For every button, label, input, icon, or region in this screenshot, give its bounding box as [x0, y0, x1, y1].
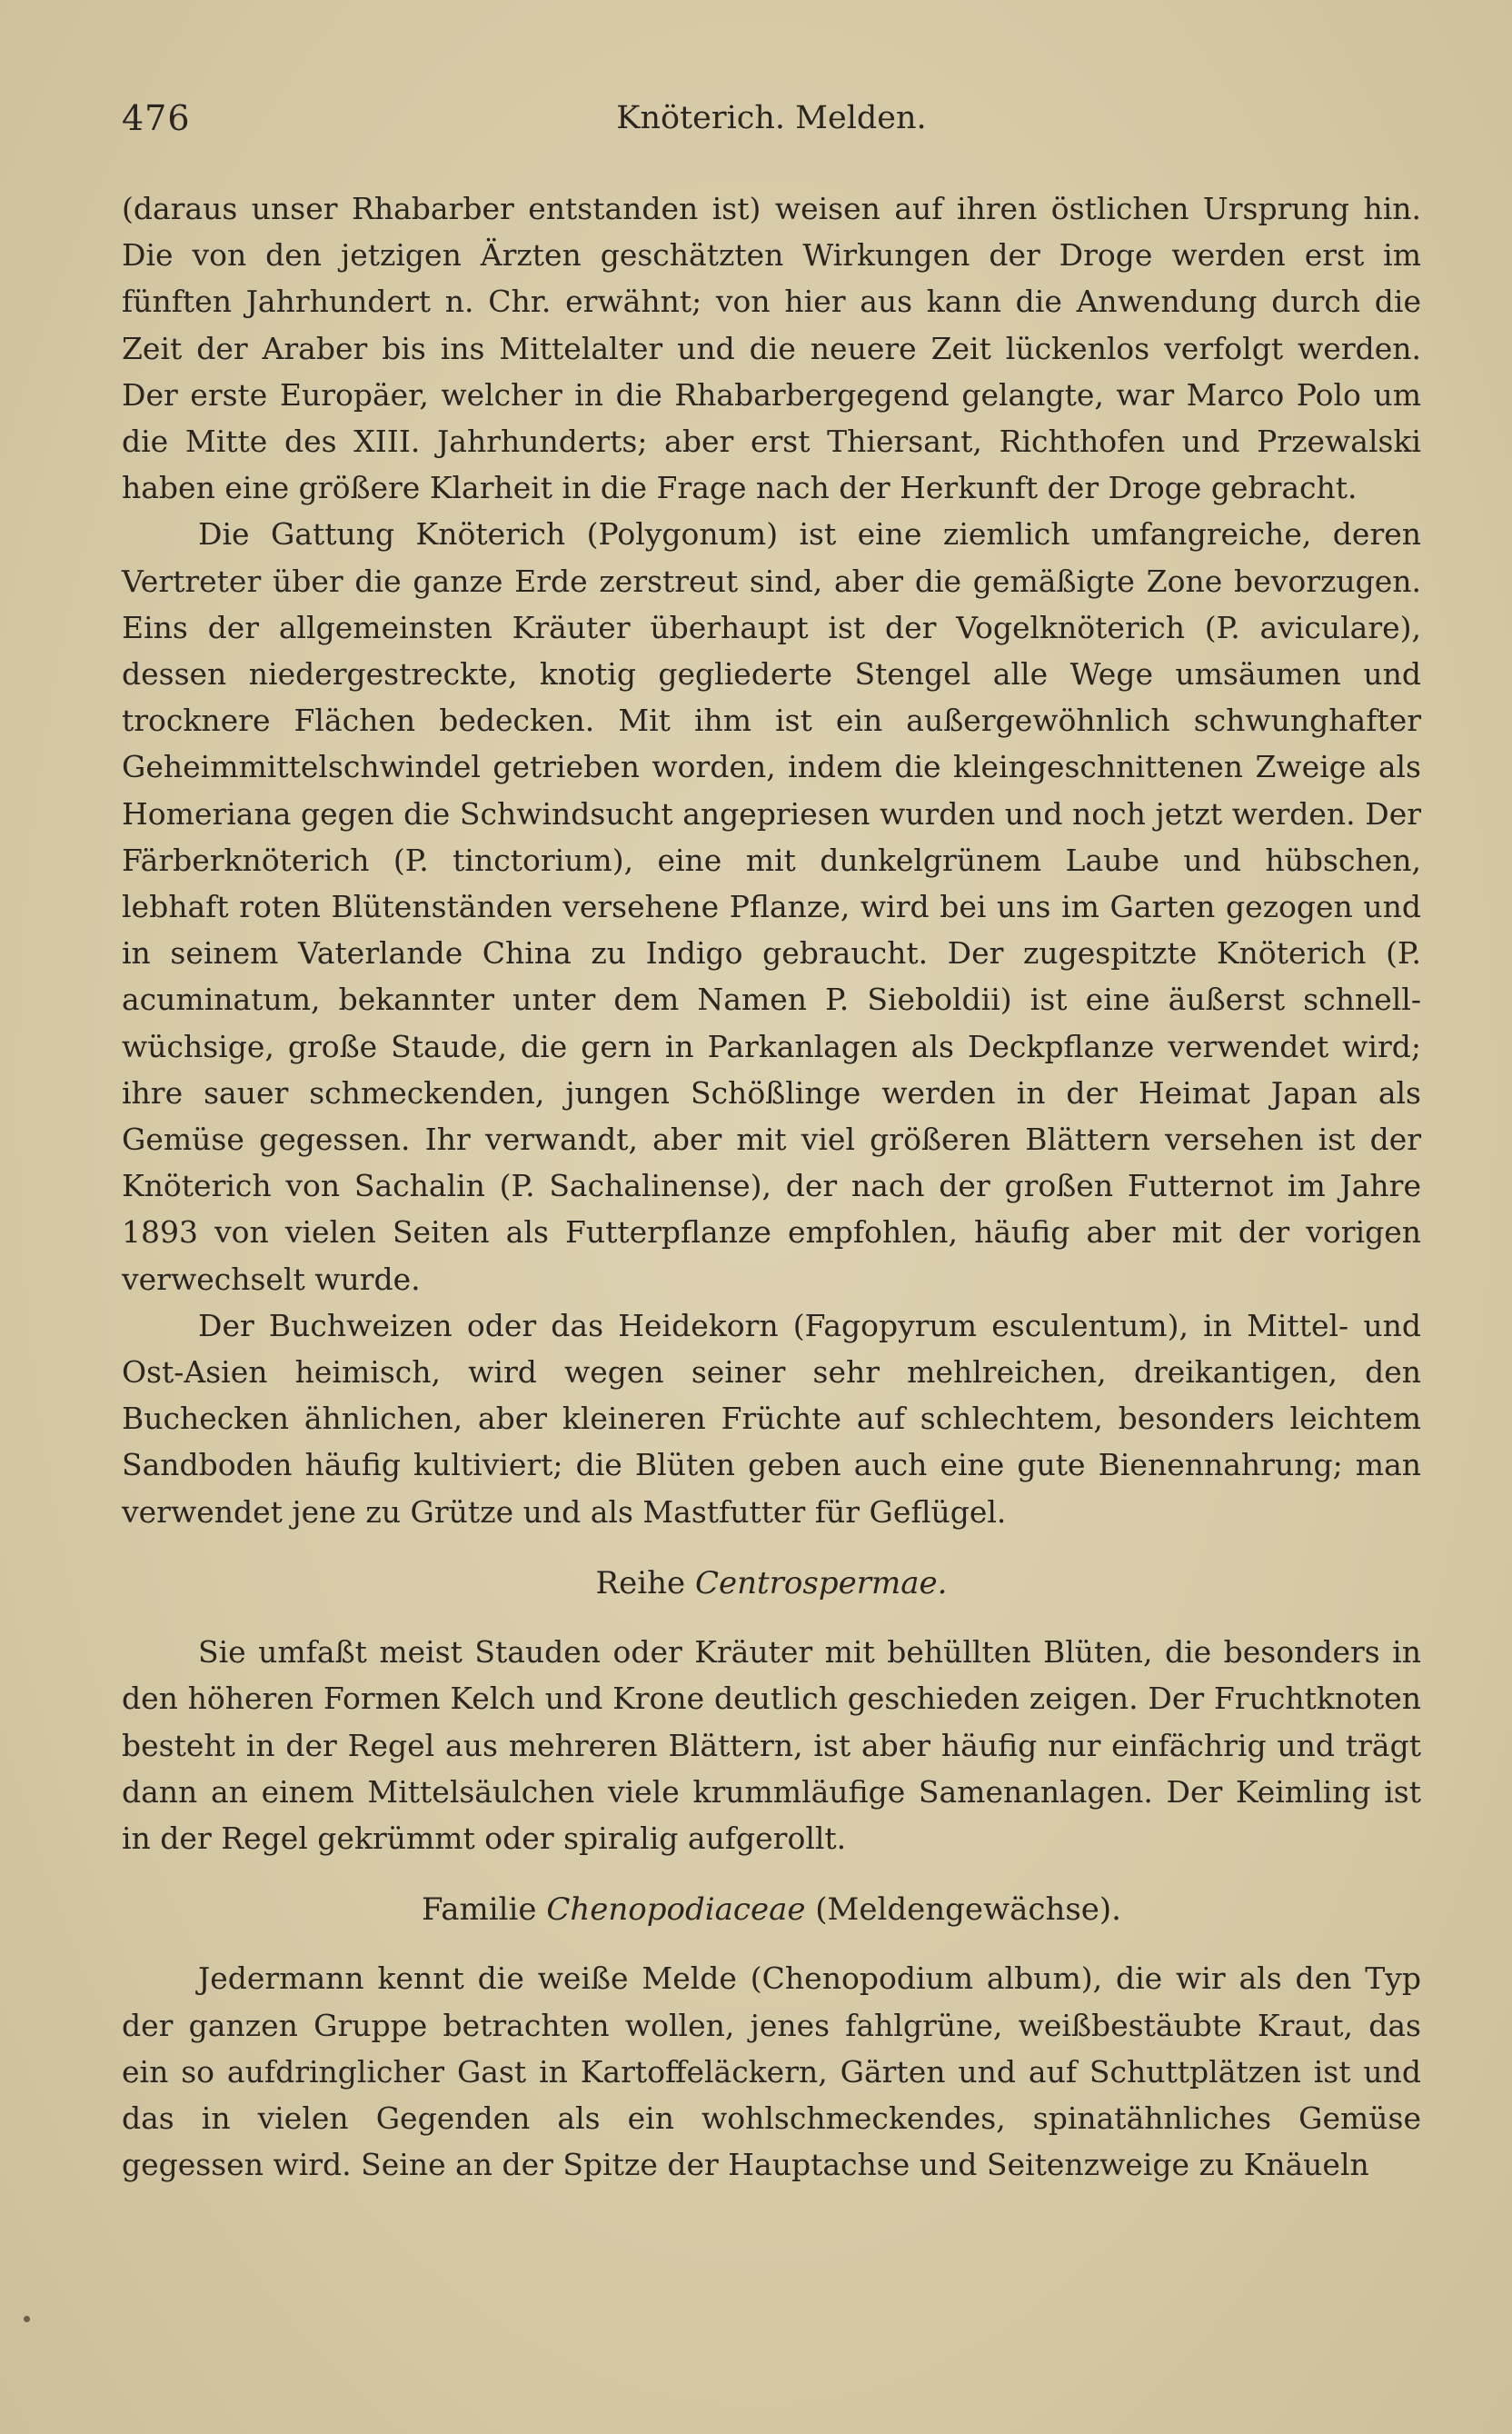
running-head: Knöterich. Melden. — [616, 100, 927, 136]
body-text — [122, 185, 1421, 2188]
paragraph-rhabarber: (daraus unser Rhabarber entstanden ist) weisen auf ihren östlichen Ursprung hin. Die von den jetzigen Ärzten geschätzten Wirkungen der Droge werden erst im fünften Jahrhundert n. Chr. erwähnt; von hier aus kann die Anwendung durch die Zeit der Araber bis ins Mittelalter und die neuere Zeit lückenlos verfolgt werden. Der erste Europäer, welcher in die Rhabarbergegend gelangte, war Marco Polo um die Mitte des XIII. Jahrhunderts; aber erst Thiersant, Richthofen und Przewalski haben eine größere Klarheit in die Frage nach der Herkunft der Droge gebracht. — [122, 191, 1421, 506]
heading-latin-name: Chenopodiaceae — [546, 1891, 806, 1929]
ink-speck — [24, 2316, 30, 2322]
paragraph-melde: Jedermann kennt die weiße Melde (Chenopodium album), die wir als den Typ der ganzen Gruppe betrachten wollen, jenes fahlgrüne, weißbestäubte Kraut, das ein so aufdringlicher Gast in Kartoffeläckern, Gärten und auf Schuttplätzen ist und das in vielen Gegenden als ein wohlschmeckendes, spinatähnliches Gemüse gegessen wird. Seine an der Spitze der Hauptachse und Seitenzweige zu Knäueln — [122, 1960, 1421, 2183]
page-header — [122, 98, 1421, 149]
paragraph-knoeterich: Die Gattung Knöterich (Polygonum) ist eine ziemlich umfangreiche, deren Vertreter über die ganze Erde zerstreut sind, aber die gemäßigte Zone bevorzugen. Eins der allgemeinsten Kräuter überhaupt ist der Vogelknöterich (P. aviculare), dessen niedergestreckte, knotig gegliederte Stengel alle Wege umsäumen und trocknere Flächen bedecken. Mit ihm ist ein außergewöhnlich schwunghafter Geheimmittelschwindel getrieben worden, indem die kleingeschnittenen Zweige als Homeriana gegen die Schwindsucht angepriesen wurden und noch jetzt werden. Der Färberknöterich (P. tinctorium), eine mit dunkelgrünem Laube und hübschen, lebhaft roten Blütenständen versehene Pflanze, wird bei uns im Garten gezogen und in seinem Vaterlande China zu Indigo gebraucht. Der zugespitzte Knöterich (P. acuminatum, bekannter unter dem Namen P. Sieboldii) ist eine äußerst schnellwüchsige, große Staude, die gern in Parkanlagen als Deckpflanze verwendet wird; ihre sauer schmeckenden, jungen Schößlinge werden in der Heimat Japan als Gemüse gegessen. Ihr verwandt, aber mit viel größeren Blättern versehen ist der Knöterich von Sachalin (P. Sachalinense), der nach der großen Futternot im Jahre 1893 von vielen Seiten als Futterpflanze empfohlen, häufig aber mit der vorigen verwechselt wurde. — [122, 516, 1421, 1297]
heading-prefix: Reihe — [595, 1564, 686, 1601]
heading-suffix: (Meldengewächse). — [815, 1891, 1121, 1929]
paragraph-centrospermae: Sie umfaßt meist Stauden oder Kräuter mit behüllten Blüten, die besonders in den höheren Formen Kelch und Krone deutlich geschieden zeigen. Der Fruchtknoten besteht in der Regel aus mehreren Blättern, ist aber häufig nur einfächrig und trägt dann an einem Mittelsäulchen viele krummläufige Samenanlagen. Der Keimling ist in der Regel gekrümmt oder spiralig aufgerollt. — [122, 1634, 1421, 1856]
heading-prefix: Familie — [422, 1891, 537, 1929]
paragraph-buchweizen: Der Buchweizen oder das Heidekorn (Fagopyrum esculentum), in Mittel- und Ost-Asien heimisch, wird wegen seiner sehr mehlreichen, dreikantigen, den Buchecken ähnlichen, aber kleineren Früchte auf schlechtem, besonders leichtem Sandboden häufig kultiviert; die Blüten geben auch eine gute Bienennahrung; man verwendet jene zu Grütze und als Mastfutter für Geflügel. — [122, 1307, 1421, 1530]
section-heading-chenopodiaceae — [122, 1887, 1421, 1933]
heading-latin-name: Centrospermae. — [694, 1564, 948, 1601]
section-heading-centrospermae — [122, 1561, 1421, 1607]
page-number: 476 — [122, 98, 191, 138]
